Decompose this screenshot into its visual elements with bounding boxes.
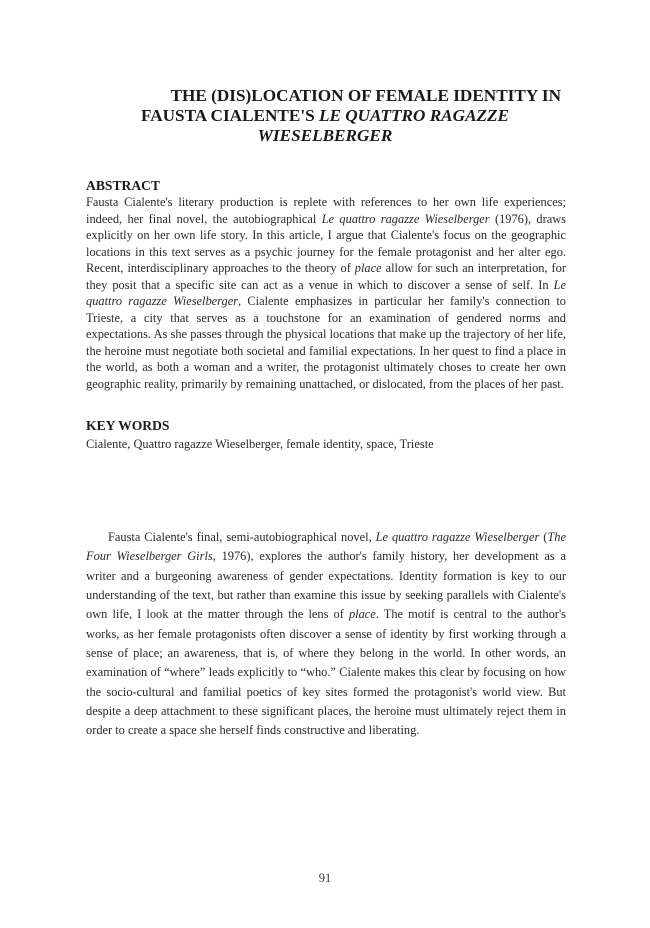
abstract-emphasis: place xyxy=(354,261,382,276)
keywords-text: Cialente, Quattro ragazze Wieselberger, female identity, space, Trieste xyxy=(86,437,434,451)
abstract-book-title: Le quattro ragazze Wieselberger xyxy=(321,211,490,226)
title-line-2 xyxy=(86,106,564,126)
abstract-book-title: Le quattro ragazze Wieselberger xyxy=(86,277,566,309)
abstract-text xyxy=(86,194,566,393)
title-book-name: LE QUATTRO RAGAZZE xyxy=(318,106,509,125)
body-seg: ( xyxy=(539,530,548,544)
title-author-text: FAUSTA CIALENTE'S xyxy=(140,106,319,125)
title-line-1: THE (DIS)LOCATION OF FEMALE IDENTITY IN xyxy=(170,86,561,105)
keywords-heading: KEY WORDS xyxy=(86,418,170,433)
body-book-title: Le quattro ragazze Wieselberger xyxy=(375,530,540,544)
page-number: 91 xyxy=(318,871,332,885)
body-paragraph xyxy=(86,528,566,741)
abstract-seg: (1976), draws explicitly on her own life story. In this article, I argue that Cialente's focus on the geographic locations in this text serves as a psychic journey for the female protagonist and her alter ego. Recent, interdisciplinary approaches to the theory of xyxy=(86,211,567,276)
body-book-title-english: The Four Wieselberger Girls xyxy=(86,530,566,564)
abstract-seg: , Cialente emphasizes in particular her family's connection to Trieste, a city that serves as a touchstone for an examination of gendered norms and expectations. As she passes through the physical locations that make up the trajectory of her life, the heroine must negotiate both societal and familial expectations. In her quest to find a place in the world, as both a woman and a writer, the protagonist ultimately choses to create her own geographic reality, primarily by remaining unattached, or dislocated, from the places of her past. xyxy=(86,294,566,392)
body-seg: . The motif is central to the author's works, as her female protagonists often discover a sense of identity by first working through a sense of place; an awareness, that is, of where they belong in the world. In other words, an examination of “where” leads explicitly to “who.” Cialente makes this clear by focusing on how the socio-cultural and familial poetics of key sites formed the protagonist's world view. But despite a deep attachment to these significant places, the heroine must ultimately reject them in order to create a space she herself finds constructive and liberating. xyxy=(86,607,566,738)
title-line-3 xyxy=(86,126,564,146)
abstract-seg: Fausta Cialente's literary production is replete with references to her own life experiences; indeed, her final novel, the autobiographical xyxy=(86,195,566,226)
body-seg: Fausta Cialente's final, semi-autobiographical novel, xyxy=(108,530,376,544)
article-title xyxy=(86,86,564,146)
body-seg: , 1976), explores the author's family history, her development as a writer and a burgeoning awareness of gender expectations. Identity formation is key to our understanding of the text, but rather than examine this issue by seeking parallels with Cialente's own life, I look at the matter through the lens of xyxy=(86,549,566,622)
title-book-name-end: WIESELBERGER xyxy=(257,126,393,145)
abstract-heading: ABSTRACT xyxy=(86,178,161,193)
abstract-seg: allow for such an interpretation, for they posit that a specific site can act as a venue in which to discover a sense of self. In xyxy=(86,261,566,292)
body-emphasis: place xyxy=(348,607,376,622)
